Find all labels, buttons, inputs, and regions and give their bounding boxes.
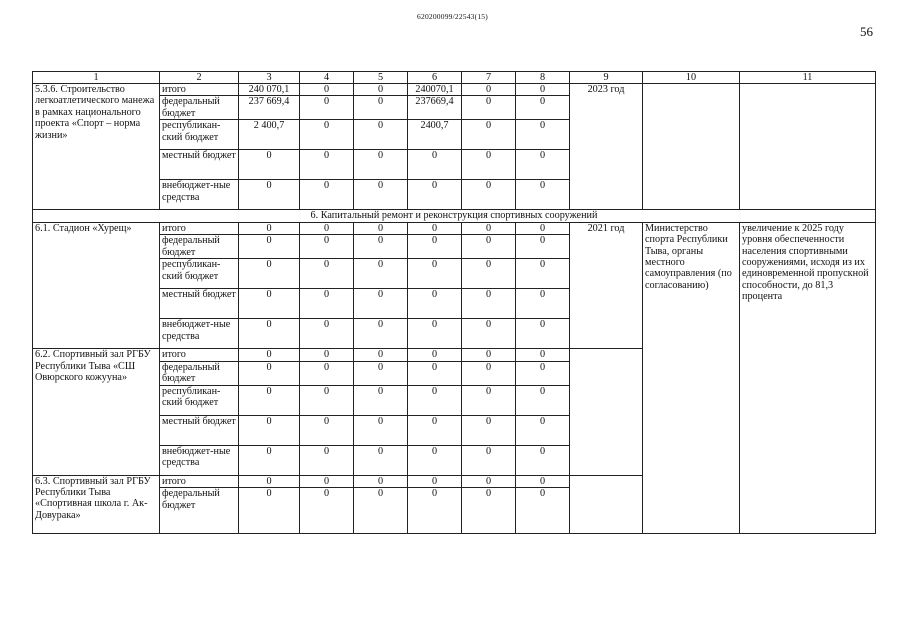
cell: 0 [462,361,516,385]
cell: 0 [516,180,570,210]
source-label: местный бюджет [160,150,239,180]
cell: 0 [239,349,300,361]
cell: 0 [462,150,516,180]
source-label: итого [160,349,239,361]
cell: 0 [300,120,354,150]
col-header: 5 [354,72,408,84]
cell: 2 400,7 [239,120,300,150]
page-number: 56 [860,24,873,39]
deadline [570,349,643,475]
cell: 0 [516,120,570,150]
cell: 0 [300,235,354,259]
cell: 0 [462,475,516,488]
cell: 0 [462,349,516,361]
cell: 0 [300,259,354,289]
source-label: внебюджет-ные средства [160,180,239,210]
cell: 0 [239,180,300,210]
cell: 0 [408,150,462,180]
cell: 0 [300,289,354,319]
cell: 0 [408,259,462,289]
cell: 0 [300,96,354,120]
cell: 0 [300,319,354,349]
cell: 0 [300,361,354,385]
cell: 0 [239,319,300,349]
cell: 0 [239,289,300,319]
source-label: итого [160,222,239,234]
cell: 0 [462,319,516,349]
cell: 0 [239,488,300,533]
cell: 0 [516,475,570,488]
cell: 0 [354,415,408,445]
cell: 0 [354,488,408,533]
cell: 237 669,4 [239,96,300,120]
cell: 0 [354,259,408,289]
source-label: федеральный бюджет [160,235,239,259]
measure-name: 5.3.6. Строительство легкоатлетического манежа в рамках национального проекта «Спорт – норма жизни» [33,84,160,210]
col-header: 3 [239,72,300,84]
cell: 0 [516,385,570,415]
cell: 0 [354,445,408,475]
cell: 0 [408,222,462,234]
cell: 0 [462,84,516,96]
cell: 0 [516,259,570,289]
cell: 0 [516,361,570,385]
cell: 0 [462,445,516,475]
source-label: внебюджет-ные средства [160,445,239,475]
source-label: местный бюджет [160,415,239,445]
table-row [33,222,876,234]
cell: 0 [516,488,570,533]
cell: 0 [239,150,300,180]
source-label: республикан-ский бюджет [160,259,239,289]
cell: 0 [462,120,516,150]
cell: 0 [300,488,354,533]
col-header: 2 [160,72,239,84]
source-label: внебюджет-ные средства [160,319,239,349]
deadline: 2021 год [570,222,643,348]
cell: 0 [354,150,408,180]
cell: 0 [462,488,516,533]
cell: 0 [354,235,408,259]
cell: 0 [300,445,354,475]
cell: 0 [300,475,354,488]
cell: 0 [300,150,354,180]
source-label: республикан-ский бюджет [160,385,239,415]
cell: 0 [354,349,408,361]
cell: 0 [462,415,516,445]
cell: 0 [354,475,408,488]
cell: 0 [354,84,408,96]
cell: 0 [239,475,300,488]
cell: 2400,7 [408,120,462,150]
col-header: 11 [740,72,876,84]
cell: 0 [408,488,462,533]
cell: 0 [239,385,300,415]
table-row [33,84,876,96]
cell: 240 070,1 [239,84,300,96]
cell: 0 [516,235,570,259]
col-header: 10 [643,72,740,84]
cell: 0 [239,361,300,385]
section-row [33,210,876,222]
cell: 0 [408,385,462,415]
cell: 0 [516,84,570,96]
cell: 0 [354,385,408,415]
cell: 0 [300,349,354,361]
cell: 0 [300,385,354,415]
cell: 0 [408,319,462,349]
result [740,84,876,210]
source-label: республикан-ский бюджет [160,120,239,150]
result: увеличение к 2025 году уровня обеспеченности населения спортивными сооружениями, исходя из их единовременной пропускной способности, до 81,3 процента [740,222,876,533]
cell: 0 [516,222,570,234]
executor [643,84,740,210]
cell: 0 [408,289,462,319]
cell: 0 [354,361,408,385]
source-label: итого [160,475,239,488]
col-header: 6 [408,72,462,84]
cell: 0 [408,349,462,361]
cell: 0 [516,415,570,445]
source-label: местный бюджет [160,289,239,319]
cell: 0 [408,475,462,488]
cell: 0 [354,222,408,234]
cell: 0 [354,289,408,319]
col-header: 1 [33,72,160,84]
executor: Министерство спорта Республики Тыва, органы местного самоуправления (по согласованию) [643,222,740,533]
cell: 0 [462,289,516,319]
cell: 0 [462,180,516,210]
col-header: 4 [300,72,354,84]
cell: 0 [516,445,570,475]
cell: 0 [239,235,300,259]
source-label: федеральный бюджет [160,361,239,385]
cell: 0 [354,120,408,150]
cell: 240070,1 [408,84,462,96]
cell: 0 [516,319,570,349]
cell: 237669,4 [408,96,462,120]
cell: 0 [408,445,462,475]
cell: 0 [300,415,354,445]
cell: 0 [462,259,516,289]
cell: 0 [354,319,408,349]
header-row [33,72,876,84]
cell: 0 [516,289,570,319]
source-label: федеральный бюджет [160,96,239,120]
col-header: 9 [570,72,643,84]
deadline [570,475,643,533]
program-table [32,71,876,534]
source-label: федеральный бюджет [160,488,239,533]
cell: 0 [239,222,300,234]
cell: 0 [408,180,462,210]
cell: 0 [462,96,516,120]
section-title: 6. Капитальный ремонт и реконструкция спортивных сооружений [33,210,876,222]
measure-name: 6.2. Спортивный зал РГБУ Республики Тыва «СШ Овюрского кожууна» [33,349,160,475]
cell: 0 [462,235,516,259]
col-header: 8 [516,72,570,84]
deadline: 2023 год [570,84,643,210]
measure-name: 6.3. Спортивный зал РГБУ Республики Тыва «Спортивная школа г. Ак-Довурака» [33,475,160,533]
cell: 0 [462,222,516,234]
cell: 0 [239,415,300,445]
cell: 0 [462,385,516,415]
source-label: итого [160,84,239,96]
cell: 0 [354,180,408,210]
measure-name: 6.1. Стадион «Хурещ» [33,222,160,348]
cell: 0 [516,150,570,180]
cell: 0 [408,361,462,385]
cell: 0 [516,96,570,120]
col-header: 7 [462,72,516,84]
cell: 0 [300,222,354,234]
cell: 0 [300,84,354,96]
cell: 0 [516,349,570,361]
cell: 0 [239,259,300,289]
document-id: 620200099/22543(15) [417,12,488,21]
cell: 0 [408,235,462,259]
cell: 0 [354,96,408,120]
cell: 0 [300,180,354,210]
cell: 0 [239,445,300,475]
cell: 0 [408,415,462,445]
